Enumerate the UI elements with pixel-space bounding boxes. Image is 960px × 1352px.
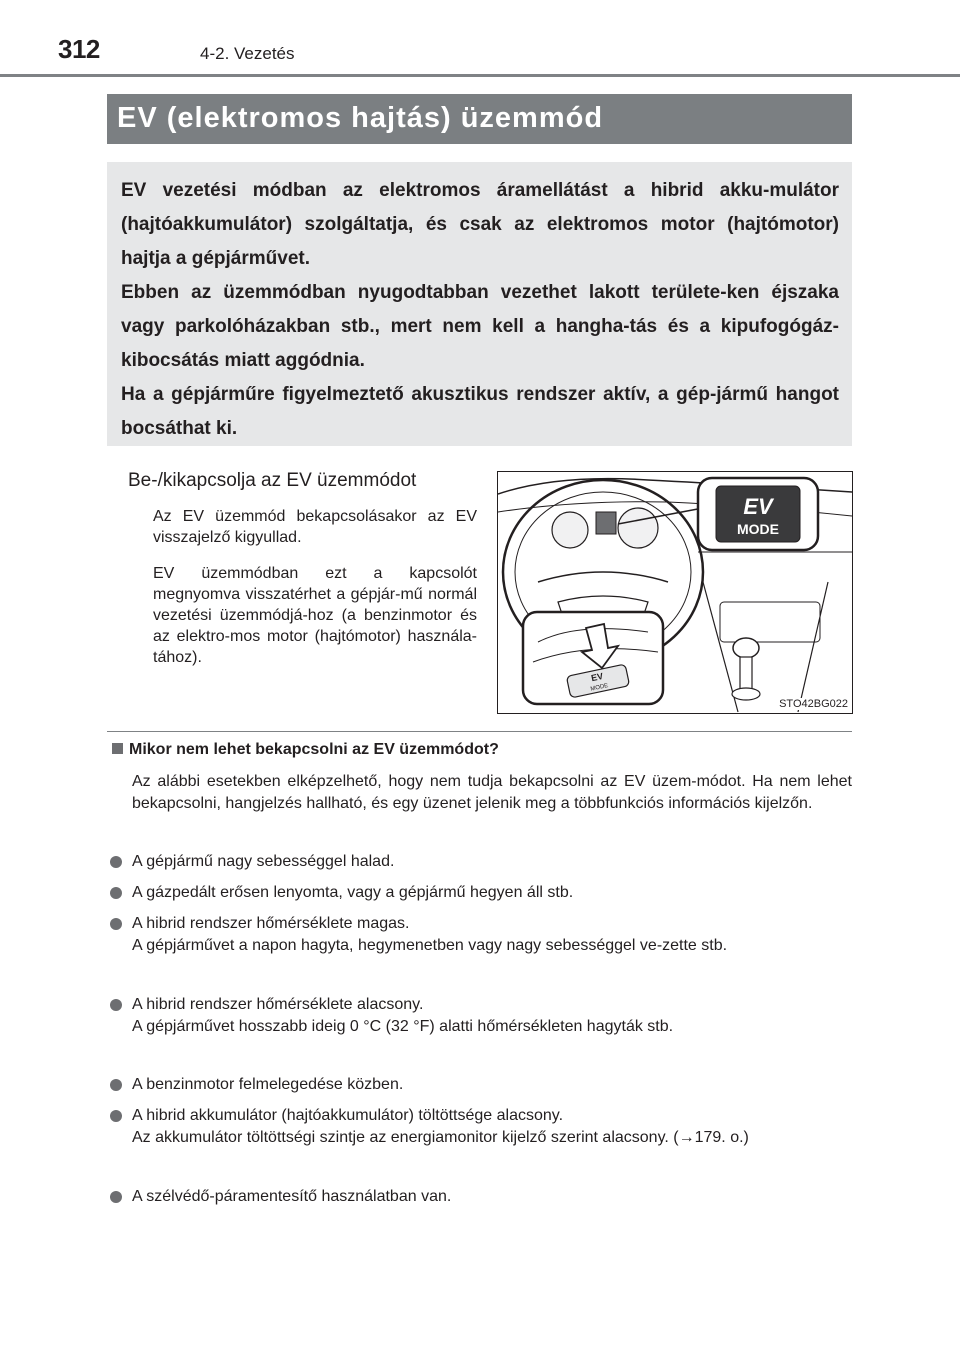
- list-item: [110, 1074, 852, 1096]
- instruction-title: Be-/kikapcsolja az EV üzemmódot: [128, 470, 417, 491]
- list-item: [110, 851, 852, 873]
- callout-mode-text: MODE: [737, 521, 779, 537]
- list-item-text: A gázpedált erősen lenyomta, vagy a gépjármű hegyen áll stb.: [132, 884, 574, 901]
- section-label: 4-2. Vezetés: [200, 44, 295, 63]
- gear-lever-icon: [733, 638, 759, 658]
- bullet-dot-icon: [110, 999, 122, 1011]
- question-text: Az alábbi esetekben elképzelhető, hogy nem tudja bekapcsolni az EV üzem-módot. Ha nem lehet bekapcsolni, hangjelzés hallható, és egy üzenet jelenik meg a többfunkciós információs kijelzőn.: [132, 773, 852, 812]
- instruction-text-2: EV üzemmódban ezt a kapcsolót megnyomva visszatérhet a gépjár-mű normál vezetési üzemmódjá-hoz (a benzinmotor és az elektro-mos motor (hajtómotor) használa-tához).: [153, 565, 477, 666]
- dashboard-illustration: [498, 472, 852, 713]
- list-item-detail: Az akkumulátor töltöttségi szintje az energiamonitor kijelző szerint alacsony. (→179. o.): [132, 1129, 749, 1146]
- intro-paragraph-3: Ha a gépjárműre figyelmeztető akusztikus rendszer aktív, a gép-jármű hangot bocsáthat ki.: [121, 384, 839, 439]
- bullet-dot-icon: [110, 1191, 122, 1203]
- list-item: [110, 882, 852, 904]
- intro-paragraph-2: Ebben az üzemmódban nyugodtabban vezethet lakott területe-ken éjszaka vagy parkolóházakban stb., mert nem kell a hangha-tás és a kipufogógáz-kibocsátás miatt aggódnia.: [121, 282, 839, 371]
- list-item: [110, 994, 852, 1038]
- list-item-text: A hibrid rendszer hőmérséklete alacsony.: [132, 996, 424, 1013]
- header-rule: [0, 74, 960, 77]
- question-title-text: Mikor nem lehet bekapcsolni az EV üzemmódot?: [129, 741, 499, 758]
- bullet-dot-icon: [110, 887, 122, 899]
- switch-mode-text: MODE: [590, 683, 609, 693]
- callout-ev-text: EV: [743, 494, 773, 519]
- figure-caption: STO42BG022: [779, 698, 848, 710]
- bullet-dot-icon: [110, 918, 122, 930]
- list-item-text: A hibrid rendszer hőmérséklete magas.: [132, 915, 410, 932]
- list-item-text: A szélvédő-páramentesítő használatban van.: [132, 1188, 452, 1205]
- switch-ev-text: EV: [590, 670, 605, 684]
- list-item: [110, 913, 852, 957]
- question-title: [112, 741, 499, 759]
- bullet-dot-icon: [110, 1079, 122, 1091]
- section-divider: [107, 731, 852, 732]
- list-item-text: A benzinmotor felmelegedése közben.: [132, 1076, 404, 1093]
- list-item: [110, 1105, 852, 1149]
- list-item-text: A hibrid akkumulátor (hajtóakkumulátor) töltöttsége alacsony.: [132, 1107, 564, 1124]
- ev-mode-figure: [497, 471, 853, 714]
- list-item-detail: A gépjárművet a napon hagyta, hegymenetben vagy nagy sebességgel ve-zette stb.: [132, 937, 728, 954]
- title-bar: [107, 94, 852, 144]
- list-item-text: A gépjármű nagy sebességgel halad.: [132, 853, 395, 870]
- intro-box: [107, 162, 852, 446]
- bullet-dot-icon: [110, 856, 122, 868]
- square-bullet-icon: [112, 743, 123, 754]
- page-number: 312: [58, 34, 100, 64]
- bullet-dot-icon: [110, 1110, 122, 1122]
- intro-paragraph-1: EV vezetési módban az elektromos áramellátást a hibrid akku-mulátor (hajtóakkumulátor) szolgáltatja, és csak az elektromos motor (hajtómotor) hajtja a gépjárművet.: [121, 180, 839, 269]
- list-item: [110, 1186, 852, 1208]
- instruction-text-1: Az EV üzemmód bekapcsolásakor az EV visszajelző kigyullad.: [153, 508, 477, 546]
- list-item-detail: A gépjárművet hosszabb ideig 0 °C (32 °F) alatti hőmérsékleten hagyták stb.: [132, 1018, 674, 1035]
- page-title: EV (elektromos hajtás) üzemmód: [117, 102, 604, 134]
